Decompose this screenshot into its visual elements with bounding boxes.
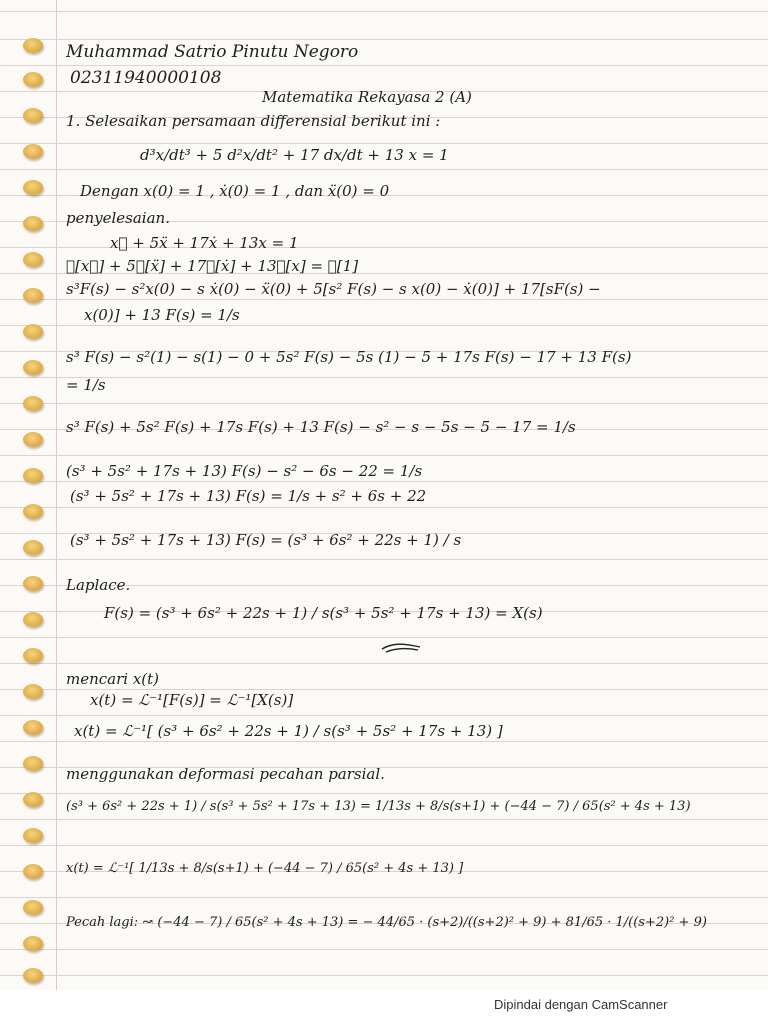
binding-ring [23, 288, 43, 303]
binding-ring [23, 216, 43, 231]
question-heading: 1. Selesaikan persamaan differensial berikut ini : [66, 112, 441, 130]
binding-ring [23, 900, 43, 915]
equation-line: x⃛ + 5ẍ + 17ẋ + 13x = 1 [110, 234, 299, 252]
substitution-line: s³ F(s) − s²(1) − s(1) − 0 + 5s² F(s) − 5s (1) − 5 + 17s F(s) − 17 + 13 F(s) [66, 348, 632, 366]
binding-ring [23, 792, 43, 807]
laplace-transform-line: ℒ[x⃛] + 5ℒ[ẍ] + 17ℒ[ẋ] + 13ℒ[x] = ℒ[1] [66, 257, 359, 275]
author-name: Muhammad Satrio Pinutu Negoro [66, 42, 359, 62]
laplace-heading: Laplace. [66, 576, 131, 594]
differential-equation: d³x/dt³ + 5 d²x/dt² + 17 dx/dt + 13 x = 1 [140, 146, 449, 164]
binding-ring [23, 38, 43, 53]
expanded-transform-continuation: x(0)] + 13 F(s) = 1/s [84, 306, 240, 324]
inverse-transform-expression: x(t) = ℒ⁻¹[ (s³ + 6s² + 22s + 1) / s(s³ + 5s² + 17s + 13) ] [74, 722, 503, 740]
binding-ring [23, 360, 43, 375]
binding-ring [23, 936, 43, 951]
solution-heading: penyelesaian. [66, 209, 170, 227]
binding-ring [23, 684, 43, 699]
binding-ring [23, 504, 43, 519]
binding-ring [23, 144, 43, 159]
binding-ring [23, 612, 43, 627]
xt-partial-sum: x(t) = ℒ⁻¹[ 1/13s + 8/s(s+1) + (−44 − 7) / 65(s² + 4s + 13) ] [66, 861, 464, 876]
factored-line: (s³ + 5s² + 17s + 13) F(s) − s² − 6s − 22 = 1/s [66, 462, 423, 480]
binding-ring [23, 396, 43, 411]
binding-ring [23, 648, 43, 663]
inverse-transform-line: x(t) = ℒ⁻¹[F(s)] = ℒ⁻¹[X(s)] [90, 691, 294, 709]
binding-ring [23, 180, 43, 195]
student-id: 02311940000108 [70, 68, 222, 88]
find-xt-heading: mencari x(t) [66, 670, 160, 688]
combined-fraction-line: (s³ + 5s² + 17s + 13) F(s) = (s³ + 6s² + 22s + 1) / s [70, 531, 462, 549]
collected-terms-line: s³ F(s) + 5s² F(s) + 17s F(s) + 13 F(s) − s² − s − 5s − 5 − 17 = 1/s [66, 418, 576, 436]
binding-ring [23, 108, 43, 123]
binding-ring [23, 468, 43, 483]
binding-ring [23, 432, 43, 447]
binding-ring [23, 540, 43, 555]
binding-ring [23, 72, 43, 87]
further-decomposition: Pecah lagi: ↝ (−44 − 7) / 65(s² + 4s + 13) = − 44/65 · (s+2)/((s+2)² + 9) + 81/65 · 1/((s+2)² + 9) [66, 915, 707, 930]
binding-ring [23, 720, 43, 735]
binding-ring [23, 968, 43, 983]
substitution-continuation: = 1/s [66, 376, 106, 394]
expanded-transform-line: s³F(s) − s²x(0) − s ẋ(0) − ẍ(0) + 5[s² F(s) − s x(0) − ẋ(0)] + 17[sF(s) − [66, 280, 601, 298]
underline-mark [380, 640, 424, 654]
initial-conditions: Dengan x(0) = 1 , ẋ(0) = 1 , dan ẍ(0) = 0 [80, 182, 390, 200]
transfer-function-line: F(s) = (s³ + 6s² + 22s + 1) / s(s³ + 5s² + 17s + 13) = X(s) [104, 604, 543, 622]
binding-ring [23, 756, 43, 771]
rearranged-line: (s³ + 5s² + 17s + 13) F(s) = 1/s + s² + 6s + 22 [70, 487, 427, 505]
scanner-watermark: Dipindai dengan CamScanner [494, 997, 668, 1012]
binding-ring [23, 324, 43, 339]
course-title: Matematika Rekayasa 2 (A) [262, 88, 472, 106]
binding-ring [23, 828, 43, 843]
partial-fraction-heading: menggunakan deformasi pecahan parsial. [66, 765, 385, 783]
binding-ring [23, 252, 43, 267]
binding-ring [23, 576, 43, 591]
margin-line [56, 0, 57, 990]
binding-ring [23, 864, 43, 879]
partial-fraction-decomposition: (s³ + 6s² + 22s + 1) / s(s³ + 5s² + 17s + 13) = 1/13s + 8/s(s+1) + (−44 − 7) / 65(s² + 4s + 13) [66, 799, 691, 814]
